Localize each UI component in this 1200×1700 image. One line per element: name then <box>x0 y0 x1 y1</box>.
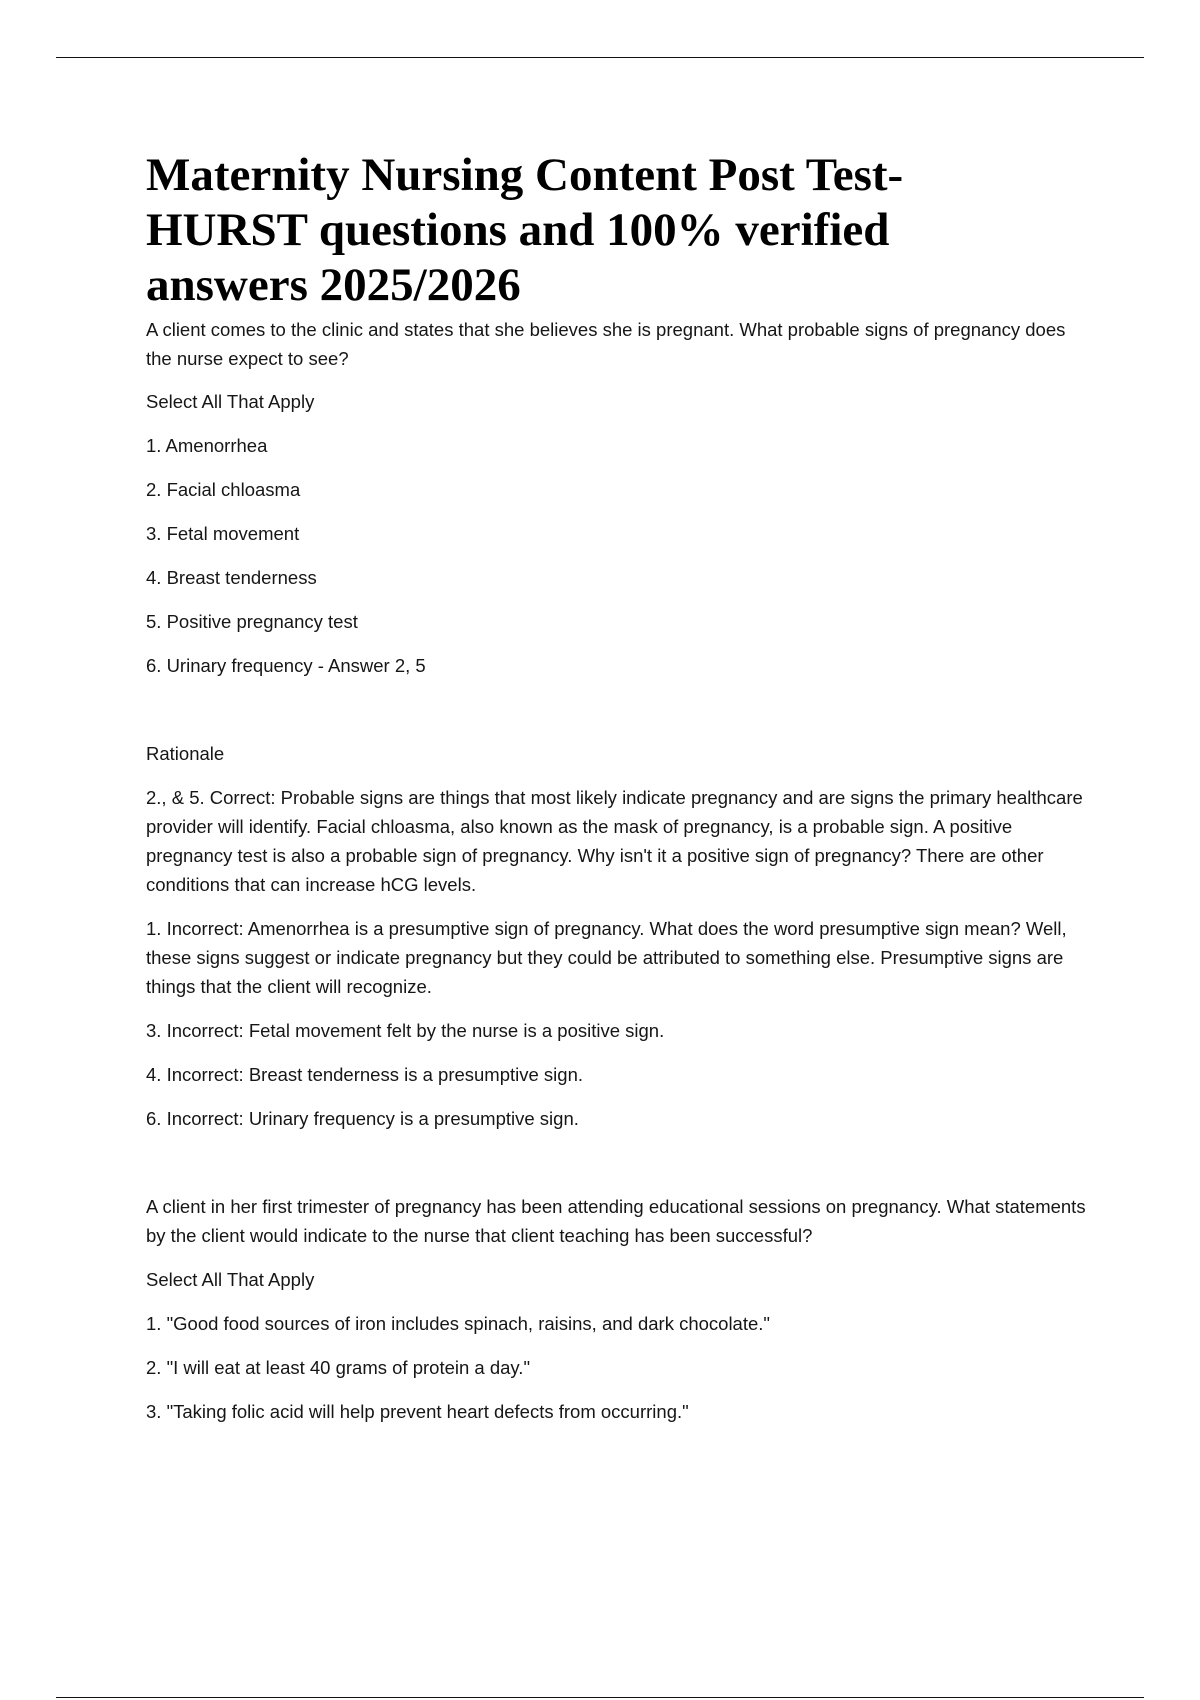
question-2-text: A client in her first trimester of pregnancy has been attending educational sessions on pregnancy. What statements by the client would indicate to the nurse that client teaching has been successful? <box>146 1196 1086 1246</box>
rationale-paragraph: 3. Incorrect: Fetal movement felt by the nurse is a positive sign. <box>146 1020 665 1041</box>
question-1-option-answer: 6. Urinary frequency - Answer 2, 5 <box>146 655 426 676</box>
rationale-paragraph: 6. Incorrect: Urinary frequency is a presumptive sign. <box>146 1108 579 1129</box>
rationale-paragraph: 2., & 5. Correct: Probable signs are things that most likely indicate pregnancy and are signs the primary healthcare provider will identify. Facial chloasma, also known as the mask of pregnancy, is a probable sign. A positive pregnancy test is also a probable sign of pregnancy. Why isn't it a positive sign of pregnancy? There are other conditions that can increase hCG levels. <box>146 787 1083 895</box>
title-line: answers 2025/2026 <box>146 259 521 311</box>
page-top-rule <box>56 57 1144 58</box>
title-line: Maternity Nursing Content Post Test- <box>146 149 904 201</box>
question-1-option: 5. Positive pregnancy test <box>146 611 358 632</box>
question-1-option: 4. Breast tenderness <box>146 567 317 588</box>
document-body <box>146 148 1086 1441</box>
rationale-paragraph: 4. Incorrect: Breast tenderness is a presumptive sign. <box>146 1064 584 1085</box>
question-2-option: 1. "Good food sources of iron includes spinach, raisins, and dark chocolate." <box>146 1313 770 1334</box>
title-line: HURST questions and 100% verified <box>146 204 890 256</box>
document-title <box>146 148 1086 313</box>
question-1 <box>146 315 1086 1133</box>
question-2-instruction: Select All That Apply <box>146 1269 315 1290</box>
question-1-instruction: Select All That Apply <box>146 391 315 412</box>
question-1-option: 1. Amenorrhea <box>146 435 268 456</box>
rationale-paragraph: 1. Incorrect: Amenorrhea is a presumptive sign of pregnancy. What does the word presumptive sign mean? Well, these signs suggest or indicate pregnancy but they could be attributed to something else. Presumptive signs are things that the client will recognize. <box>146 918 1067 997</box>
section-spacer <box>146 1148 1086 1192</box>
question-1-option: 3. Fetal movement <box>146 523 300 544</box>
rationale-label: Rationale <box>146 743 225 764</box>
question-2 <box>146 1192 1086 1426</box>
question-2-option: 2. "I will eat at least 40 grams of protein a day." <box>146 1357 531 1378</box>
question-1-option: 2. Facial chloasma <box>146 479 301 500</box>
page-bottom-rule <box>56 1697 1144 1698</box>
question-2-option: 3. "Taking folic acid will help prevent heart defects from occurring." <box>146 1401 689 1422</box>
question-1-text: A client comes to the clinic and states that she believes she is pregnant. What probable signs of pregnancy does the nurse expect to see? <box>146 319 1066 369</box>
section-spacer <box>146 695 1086 739</box>
